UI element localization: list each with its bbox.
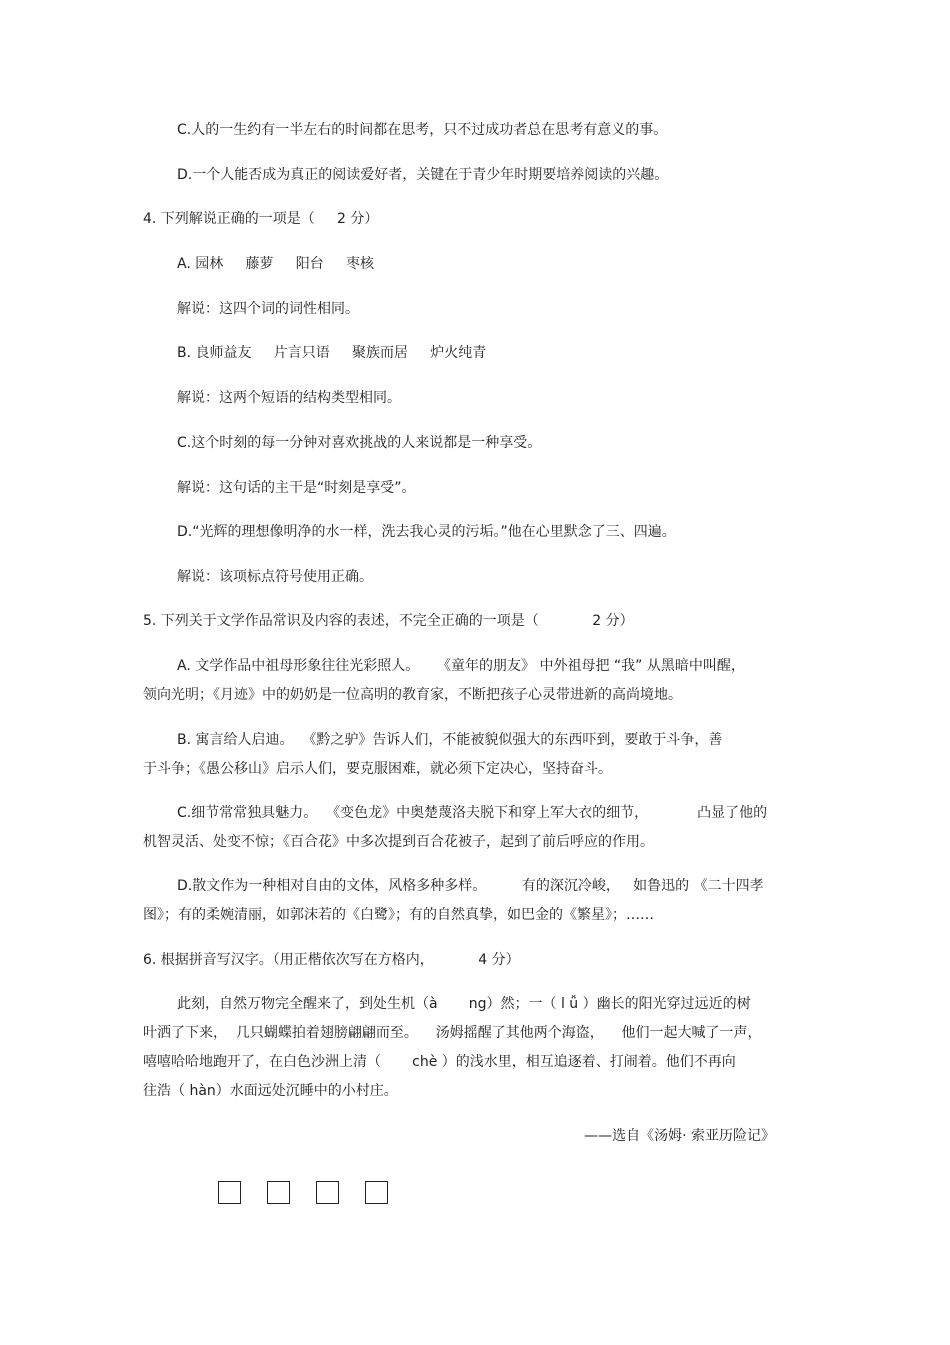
q4-option-d: D.“光辉的理想像明净的水一样，洗去我心灵的污垢。”他在心里默念了三、四遍。 xyxy=(177,524,676,540)
q4-option-b: B. 良师益友 片言只语 聚族而居 炉火纯青 xyxy=(177,345,487,361)
q5-option-a-line2: 领向光明；《月迹》中的奶奶是一位高明的教育家，不断把孩子心灵带进新的高尚境地。 xyxy=(143,687,682,703)
q4-option-a: A. 园林 藤萝 阳台 枣核 xyxy=(177,256,374,272)
q4-option-c: C.这个时刻的每一分钟对喜欢挑战的人来说都是一种享受。 xyxy=(177,435,542,451)
q5-option-a-line1: A. 文学作品中祖母形象往往光彩照人。 《童年的朋友》 中外祖母把 “我” 从黑暗中叫醒， xyxy=(177,658,745,674)
q4-option-b-note: 解说：这两个短语的结构类型相同。 xyxy=(177,390,401,406)
q5-option-c-line2: 机智灵活、处变不惊；《百合花》中多次提到百合花被子，起到了前后呼应的作用。 xyxy=(143,834,654,850)
q5-stem: 5. 下列关于文学作品常识及内容的表述，不完全正确的一项是（ 2 分） xyxy=(143,613,634,629)
answer-box-2[interactable] xyxy=(267,1181,290,1204)
q3-option-c: C.人的一生约有一半左右的时间都在思考，只不过成功者总在思考有意义的事。 xyxy=(177,122,668,138)
q4-option-c-note: 解说：这句话的主干是“时刻是享受”。 xyxy=(177,480,416,496)
q6-passage-line3: 嘻嘻哈哈地跑开了，在白色沙洲上清（ chè ）的浅水里，相互追逐着、打闹着。他们不再向 xyxy=(143,1054,736,1070)
q6-source: ——选自《汤姆· 索亚历险记》 xyxy=(584,1128,775,1144)
answer-boxes xyxy=(218,1181,388,1204)
answer-box-3[interactable] xyxy=(316,1181,339,1204)
q4-option-a-note: 解说：这四个词的词性相同。 xyxy=(177,301,359,317)
q5-option-b-line1: B. 寓言给人启迪。 《黔之驴》告诉人们，不能被貌似强大的东西吓到，要敢于斗争，善 xyxy=(177,732,723,748)
q5-option-d-line1: D.散文作为一种相对自由的文体，风格多种多样。 有的深沉冷峻， 如鲁迅的 《二十四孝 xyxy=(177,878,764,894)
q5-option-b-line2: 于斗争；《愚公移山》启示人们，要克服困难，就必须下定决心，坚持奋斗。 xyxy=(143,761,612,777)
q3-option-d: D.一个人能否成为真正的阅读爱好者，关键在于青少年时期要培养阅读的兴趣。 xyxy=(177,167,669,183)
q4-stem: 4. 下列解说正确的一项是（ 2 分） xyxy=(143,211,379,227)
q6-stem: 6. 根据拼音写汉字。（用正楷依次写在方格内， 4 分） xyxy=(143,952,520,968)
answer-box-1[interactable] xyxy=(218,1181,241,1204)
answer-box-4[interactable] xyxy=(365,1181,388,1204)
q6-passage-line4: 往浩（ hàn）水面远处沉睡中的小村庄。 xyxy=(143,1083,398,1099)
q5-option-c-line1: C.细节常常独具魅力。 《变色龙》中奥楚蔑洛夫脱下和穿上军大衣的细节， 凸显了他的 xyxy=(177,805,768,821)
q6-passage-line1: 此刻，自然万物完全醒来了，到处生机（à ng）然；一（ l ǚ ）幽长的阳光穿过远近的树 xyxy=(177,996,751,1012)
q5-option-d-line2: 图》；有的柔婉清丽，如郭沫若的《白鹭》；有的自然真挚，如巴金的《繁星》；…… xyxy=(143,907,654,923)
q6-passage-line2: 叶洒了下来， 几只蝴蝶拍着翅膀翩翩而至。 汤姆摇醒了其他两个海盗， 他们一起大喊了一声， xyxy=(143,1025,762,1041)
q4-option-d-note: 解说：该项标点符号使用正确。 xyxy=(177,569,373,585)
